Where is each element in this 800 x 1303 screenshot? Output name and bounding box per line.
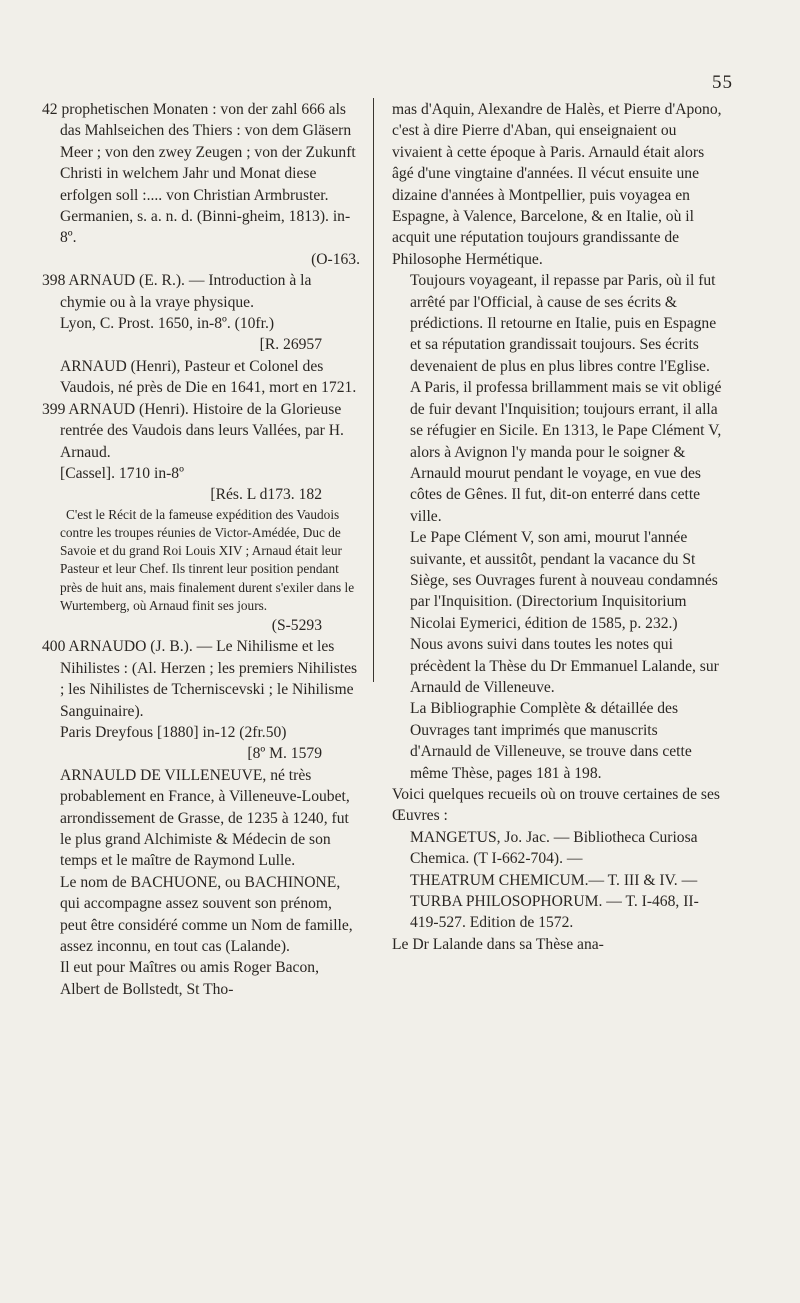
column-rule (373, 98, 374, 682)
paragraph: [R. 26957 (259, 336, 322, 354)
paragraph: 398 ARNAUD (E. R.). — Introduction à la chymie ou à la vraye physique. (42, 272, 312, 311)
right-column (392, 99, 722, 955)
paragraph: 42 prophetischen Monaten : von der zahl 666 als das Mahlseichen des Thiers : von dem Gläsern Meer ; von den zwey Zeugen ; von der Zukunft Christi in welchem Jahr und Monat diese erfolgen soll :.... von Christian Armbruster. (42, 101, 356, 204)
paragraph: [8º M. 1579 (247, 745, 322, 763)
paragraph: Le Pape Clément V, son ami, mourut l'année suivante, et aussitôt, pendant la vacance du St Siège, ses Ouvrages furent à nouveau condamnés par l'Inquisition. (Directorium Inquisitorium Nicolai Eymerici, édition de 1585, p. 232.) (410, 529, 718, 632)
paragraph: Il eut pour Maîtres ou amis Roger Bacon, Albert de Bollstedt, St Tho- (60, 959, 319, 998)
paragraph: ARNAUD (Henri), Pasteur et Colonel des Vaudois, né près de Die en 1641, mort en 1721. (60, 357, 357, 397)
paragraph: Voici quelques recueils où on trouve certaines de ses Œuvres : (392, 786, 720, 825)
paragraph: Le nom de BACHUONE, ou BACHINONE, qui accompagne assez souvent son prénom, peut être considéré comme un Nom de famille, assez inconnu, en tout cas (Lalande). (60, 873, 353, 956)
paragraph: (S-5293 (271, 616, 322, 634)
page-number: 55 (712, 72, 733, 93)
paragraph: Nous avons suivi dans toutes les notes qui précèdent la Thèse du Dr Emmanuel Lalande, sur Arnauld de Villeneuve. (410, 636, 719, 696)
paragraph: MANGETUS, Jo. Jac. — Bibliotheca Curiosa Chemica. (T I-662-704). — (410, 828, 698, 868)
paragraph: (O-163. (311, 250, 360, 268)
paragraph: mas d'Aquin, Alexandre de Halès, et Pierre d'Apono, c'est à dire Pierre d'Aban, qui enseignaient ou vivaient à cette époque à Paris. Arnauld était alors âgé d'une vingtaine d'années. Il vécut ensuite une dizaine d'années à Montpellier, puis voyagea en Espagne, à Valence, Barcelone, & en Italie, où il acquit une réputation toujours grandissante de Philosophe Hermétique. (392, 101, 722, 268)
paragraph: Toujours voyageant, il repasse par Paris, où il fut arrêté par l'Official, à cause de ses écrits & prédictions. Il retourne en Italie, puis en Espagne et sa réputation grandissait toujours. Ses écrits devenaient de plus en plus libres contre l'Eglise. A Paris, il professa brillamment mais se vit obligé de fuir devant l'Inquisition; toujours errant, il alla se réfugier en Sicile. En 1313, le Pape Clément V, alors à Avignon l'y manda pour le soigner & Arnauld mourut pendant le voyage, en vue des côtes de Gênes. Il fut, dit-on enterré dans cette ville. (410, 272, 722, 525)
paragraph: Le Dr Lalande dans sa Thèse ana- (392, 935, 604, 953)
paragraph: [Cassel]. 1710 in-8º (60, 464, 184, 482)
paragraph: 400 ARNAUDO (J. B.). — Le Nihilisme et les Nihilistes : (Al. Herzen ; les premiers Nihilistes ; les Nihilistes de Tcherniscevski ; le Nihilisme Sanguinaire). (42, 638, 358, 720)
paragraph: THEATRUM CHEMICUM.— T. III & IV. — (410, 871, 698, 889)
paragraph: ARNAULD DE VILLENEUVE, né très probablement en France, à Villeneuve-Loubet, arrondissement de Grasse, de 1235 à 1240, fut le plus grand Alchimiste & Médecin de son temps et le maître de Raymond Lulle. (60, 766, 350, 870)
paragraph: Germanien, s. a. n. d. (Binni-gheim, 1813). in-8º. (60, 208, 351, 247)
left-column (42, 99, 360, 1000)
paragraph: Paris Dreyfous [1880] in-12 (2fr.50) (60, 723, 287, 741)
paragraph: TURBA PHILOSOPHORUM. — T. I-468, II-419-527. Edition de 1572. (410, 893, 699, 932)
paragraph: La Bibliographie Complète & détaillée des Ouvrages tant imprimés que manuscrits d'Arnauld de Villeneuve, se trouve dans cette même Thèse, pages 181 à 198. (410, 700, 692, 782)
paragraph: [Rés. L d173. 182 (210, 486, 322, 504)
paragraph: Lyon, C. Prost. 1650, in-8º. (10fr.) (60, 315, 275, 333)
paragraph: 399 ARNAUD (Henri). Histoire de la Glorieuse rentrée des Vaudois dans leurs Vallées, par H. Arnaud. (42, 400, 344, 461)
paragraph: C'est le Récit de la fameuse expédition des Vaudois contre les troupes réunies de Victor-Amédée, Duc de Savoie et du grand Roi Louis XIV ; Arnaud était leur Pasteur et leur Chef. Ils tinrent leur position pendant près de huit ans, mais finalement durent s'exiler dans le Wurtemberg, où Arnaud finit ses jours. (60, 506, 355, 613)
